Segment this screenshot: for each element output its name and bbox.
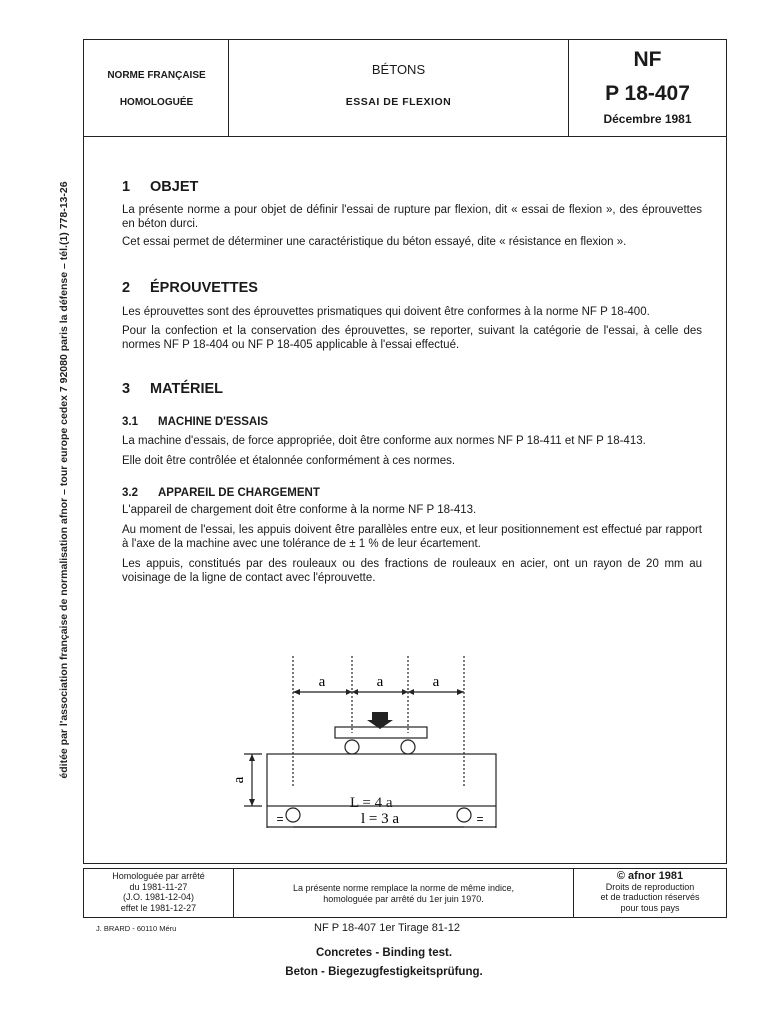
homologation-line-1: Homologuée par arrêté: [112, 871, 205, 881]
dimension-label-a-1: a: [318, 674, 326, 690]
category-label: BÉTONS: [371, 62, 426, 77]
header: [84, 40, 726, 137]
rights-line-2: et de traduction réservés: [600, 892, 700, 902]
section-1-paragraph-1: La présente norme a pour objet de définir l'essai de rupture par flexion, dit « essai de flexion », des éprouvettes en béton durci.: [122, 204, 702, 230]
document-frame: [83, 39, 727, 864]
english-title: Concretes - Binding test.: [315, 947, 453, 959]
header-number-cell: [569, 40, 726, 136]
section-2-paragraph-1: Les éprouvettes sont des éprouvettes prismatiques qui doivent être conformes à la norme NF P 18-400.: [122, 306, 650, 318]
dimension-label-height-a: a: [231, 776, 247, 784]
document-title: ESSAI DE FLEXION: [345, 96, 452, 108]
section-3-2-paragraph-3: Les appuis, constitués par des rouleaux ou des fractions de rouleaux en acier, ont un rayon de 20 mm au voisinage de la ligne de contact avec l'éprouvette.: [122, 558, 702, 584]
dimension-label-l: l = 3 a: [360, 811, 400, 827]
print-run-info: NF P 18-407 1er Tirage 81-12: [314, 922, 460, 934]
homologuee-label: HOMOLOGUÉE: [119, 97, 194, 108]
equal-mark-right: =: [476, 812, 484, 826]
rights-line-3: pour tous pays: [620, 902, 680, 913]
footer-copyright-cell: [574, 869, 726, 917]
publication-date: Décembre 1981: [603, 112, 692, 126]
section-3-2-paragraph-2: Au moment de l'essai, les appuis doivent être parallèles entre eux, et leur positionnement est effectué par rapport à l'axe de la machine avec une tolérance de ± 1 % de leur écartement.: [122, 524, 702, 550]
homologation-line-3: (J.O. 1981-12-04): [122, 892, 195, 902]
section-1-paragraph-2: Cet essai permet de déterminer une caractéristique du béton essayé, dite « résistance en flexion ».: [122, 236, 627, 248]
german-title: Beton - Biegezugfestigkeitsprüfung.: [285, 966, 483, 978]
printer-credit: J. BRARD - 60110 Méru: [96, 924, 177, 933]
section-2-paragraph-2: Pour la confection et la conservation des éprouvettes, se reporter, suivant la catégorie de l'essai, à celle des normes NF P 18-404 ou NF P 18-405 applicable à l'essai effectué.: [122, 325, 702, 351]
section-3-1-paragraph-1: La machine d'essais, de force appropriée, doit être conforme aux normes NF P 18-411 et NF P 18-413.: [122, 435, 646, 447]
copyright-label: © afnor 1981: [616, 870, 684, 882]
dimension-label-a-3: a: [432, 674, 440, 690]
rights-line-1: Droits de reproduction: [605, 881, 695, 892]
publisher-side-text: éditée par l'association française de normalisation afnor – tour europe cedex 7 92080 paris la défense – tél.(1) 778-13-26: [58, 181, 70, 779]
section-3-2-heading: 3.2 APPAREIL DE CHARGEMENT: [122, 487, 320, 499]
dimension-label-L: L = 4 a: [350, 795, 393, 811]
header-left-cell: [84, 40, 229, 136]
homologation-line-4: effet le 1981-12-27: [120, 902, 197, 913]
section-3-heading: 3 MATÉRIEL: [122, 381, 224, 397]
footer-table: [83, 868, 727, 918]
loading-diagram: [231, 628, 562, 828]
equal-mark-left: =: [276, 812, 284, 826]
header-title-cell: [229, 40, 569, 136]
footer-replacement-cell: [234, 869, 574, 917]
replacement-line-2: homologuée par arrêté du 1er juin 1970.: [323, 893, 484, 904]
dimension-label-a-2: a: [376, 674, 384, 690]
norme-francaise-label: NORME FRANÇAISE: [107, 70, 206, 81]
section-2-heading: 2 ÉPROUVETTES: [122, 280, 258, 296]
footer-homologation-cell: [84, 869, 234, 917]
standard-number: P 18-407: [605, 82, 690, 105]
homologation-line-2: du 1981-11-27: [129, 881, 188, 892]
replacement-line-1: La présente norme remplace la norme de même indice,: [292, 883, 515, 893]
nf-label: NF: [633, 48, 662, 71]
section-3-2-paragraph-1: L'appareil de chargement doit être conforme à la norme NF P 18-413.: [122, 504, 477, 516]
section-3-1-heading: 3.1 MACHINE D'ESSAIS: [122, 416, 269, 428]
section-1-heading: 1 OBJET: [122, 179, 199, 195]
section-3-1-paragraph-2: Elle doit être contrôlée et étalonnée conformément à ces normes.: [122, 455, 456, 467]
